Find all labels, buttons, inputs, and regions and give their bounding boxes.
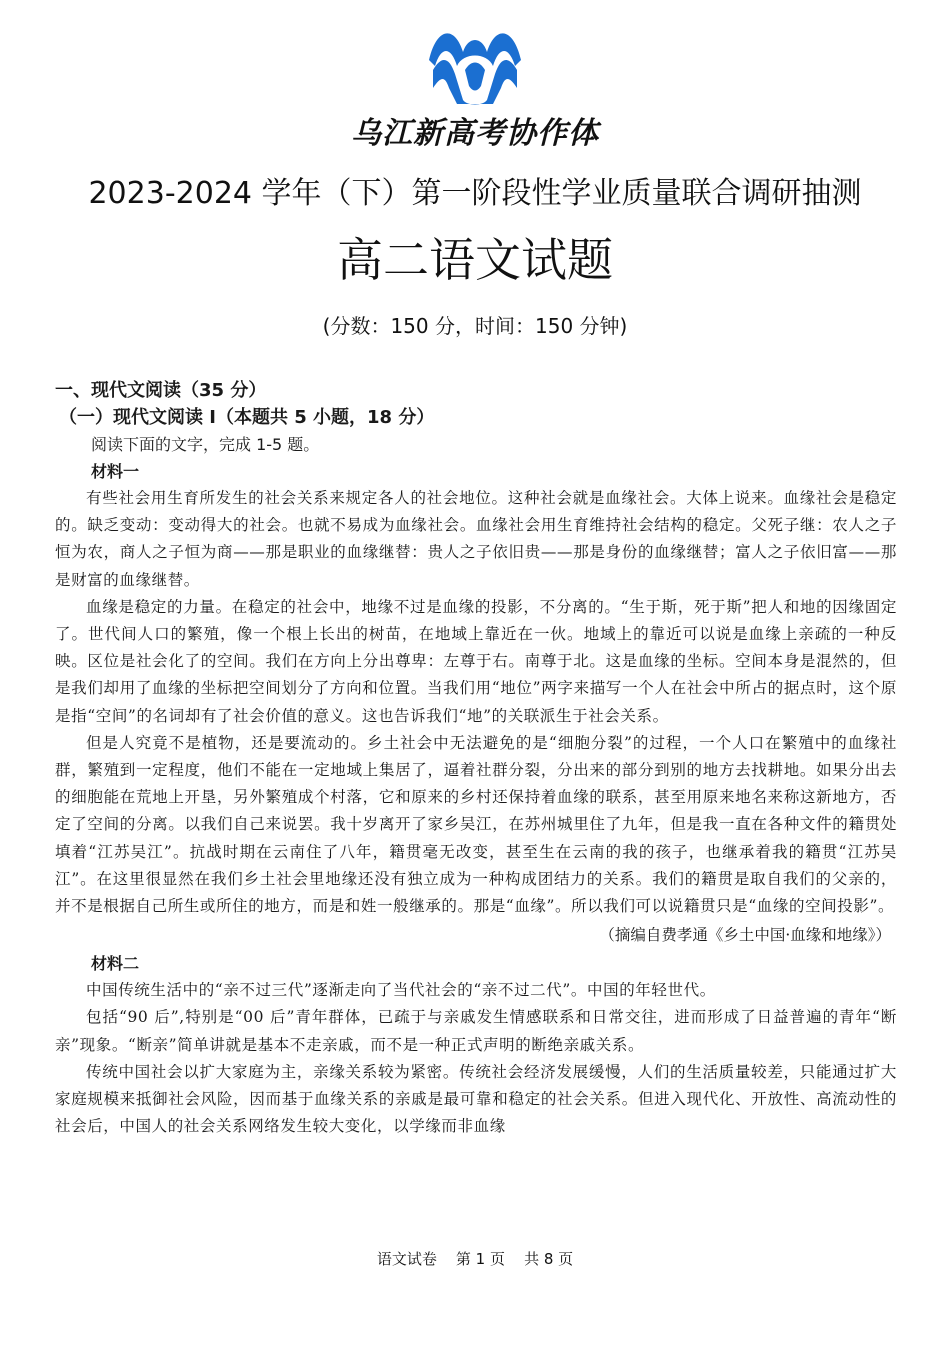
paragraph: 血缘是稳定的力量。在稳定的社会中，地缘不过是血缘的投影，不分离的。“生于斯，死于斯”把人和地的因缘固定了。世代间人口的繁殖，像一个根上长出的树苗，在地域上靠近在一伙。地域上的靠近可以说是血缘上亲疏的一种反映。区位是社会化了的空间。我们在方向上分出尊卑：左尊于右。南尊于北。这是血缘的坐标。空间本身是混然的，但是我们却用了血缘的坐标把空间划分了方向和位置。当我们用“地位”两字来描写一个人在社会中所占的据点时，这个原是指“空间”的名词却有了社会价值的意义。这也告诉我们“地”的关联派生于社会关系。 [55,597,897,725]
source-citation: （摘编自费孝通《乡土中国·血缘和地缘》） [599,926,891,945]
instruction-text: 阅读下面的文字，完成 1-5 题。 [91,435,320,454]
exam-title: 2023-2024 学年（下）第一阶段性学业质量联合调研抽测 [88,176,862,211]
score-time-line: (分数：150 分，时间：150 分钟) [322,314,628,338]
paragraph: 但是人究竟不是植物，还是要流动的。乡土社会中无法避免的是“细胞分裂”的过程，一个人口在繁殖中的血缘社群，繁殖到一定程度，他们不能在一定地域上集居了，逼着社群分裂，分出来的部分到别的地方去找耕地。如果分出去的细胞能在荒地上开垦，另外繁殖成个村落，它和原来的乡村还保持着血缘的联系，甚至用原来地名来称这新地方，否定了空间的分离。以我们自己来说罢。我十岁离开了家乡吴江，在苏州城里住了九年，但是我一直在各种文件的籍贯处填着“江苏吴江”。抗战时期在云南住了八年，籍贯毫无改变，甚至生在云南的我的孩子，也继承着我的籍贯“江苏吴江”。在这里很显然在我们乡土社会里地缘还没有独立成为一种构成团结力的关系。我们的籍贯是取自我们的父亲的，并不是根据自己所生或所住的地方，而是和姓一般继承的。那是“血缘”。所以我们可以说籍贯只是“血缘的空间投影”。 [55,733,897,916]
paragraph: 包括“90 后”,特别是“00 后”青年群体，已疏于与亲戚发生情感联系和日常交往，进而形成了日益普遍的青年“断亲”现象。“断亲”简单讲就是基本不走亲戚，而不是一种正式声明的断绝亲戚关系。 [55,1008,897,1054]
paragraph: 中国传统生活中的“亲不过三代”逐渐走向了当代社会的“亲不过二代”。中国的年轻世代。 [86,981,716,1000]
logo-text: 乌江新高考协作体 [351,116,599,151]
subsection-heading: （一）现代文阅读 I（本题共 5 小题，18 分） [59,407,435,428]
material-label: 材料二 [91,954,140,974]
header-logo [0,30,950,152]
section-heading: 一、现代文阅读（35 分） [55,380,267,401]
wave-logo-icon [423,30,527,106]
subject-title: 高二语文试题 [337,233,613,287]
reading-section [55,377,897,1140]
material-label: 材料一 [91,462,140,481]
paragraph: 有些社会用生育所发生的社会关系来规定各人的社会地位。这种社会就是血缘社会。大体上说来。血缘社会是稳定的。缺乏变动：变动得大的社会。也就不易成为血缘社会。血缘社会用生育维持社会结构的稳定。父死子继：农人之子恒为农，商人之子恒为商——那是职业的血缘继替：贵人之子依旧贵——那是身份的血缘继替；富人之子依旧富——那是财富的血缘继替。 [55,489,897,589]
page-footer: 语文试卷 第 1 页 共 8 页 [376,1250,574,1268]
paragraph: 传统中国社会以扩大家庭为主，亲缘关系较为紧密。传统社会经济发展缓慢，人们的生活质量较差，只能通过扩大家庭规模来抵御社会风险，因而基于血缘关系的亲戚是最可靠和稳定的社会关系。但进入现代化、开放性、高流动性的社会后，中国人的社会关系网络发生较大变化，以学缘而非血缘 [55,1062,897,1136]
